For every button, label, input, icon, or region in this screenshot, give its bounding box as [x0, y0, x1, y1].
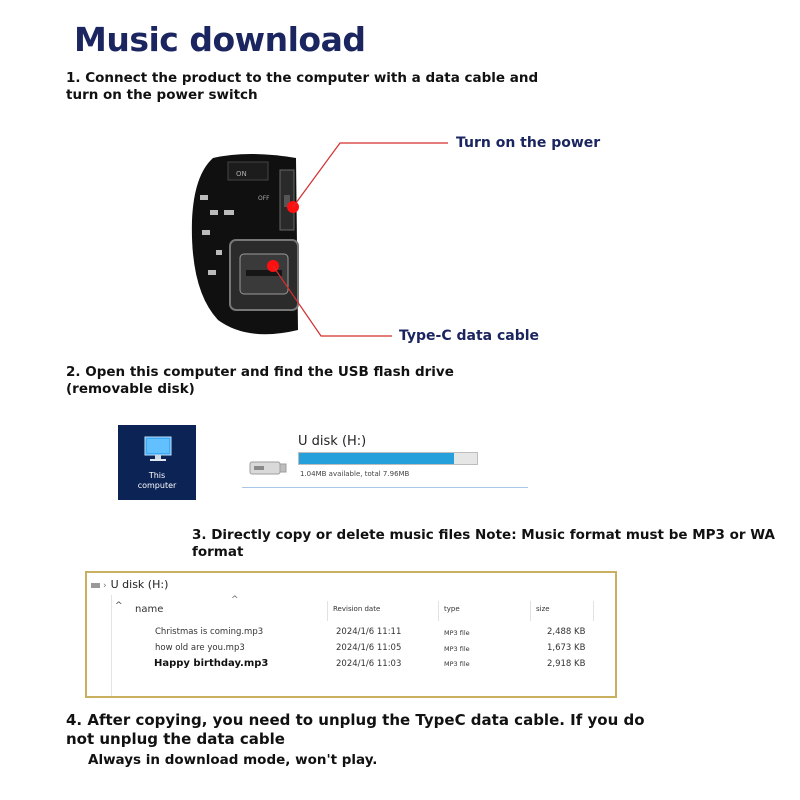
step-1-text: 1. Connect the product to the computer with a data cable and turn on the power switch [66, 70, 539, 103]
file-explorer-window [85, 571, 617, 698]
column-divider[interactable] [438, 601, 439, 621]
step-3-text: 3. Directly copy or delete music files Note: Music format must be MP3 or WA format [192, 527, 776, 560]
sort-caret-icon[interactable]: ^ [231, 595, 239, 605]
file-date: 2024/1/6 11:05 [336, 643, 402, 653]
file-size: 2,488 KB [547, 627, 586, 637]
usb-drive-entry[interactable] [242, 432, 528, 490]
chevron-right-icon[interactable]: › [103, 581, 107, 591]
power-callout-label: Turn on the power [456, 135, 601, 151]
file-size: 1,673 KB [547, 643, 586, 653]
file-date: 2024/1/6 11:03 [336, 659, 402, 669]
file-type: MP3 file [444, 660, 470, 668]
explorer-path[interactable]: U disk (H:) [110, 578, 169, 591]
file-type: MP3 file [444, 629, 470, 637]
svg-text:OFF: OFF [258, 195, 270, 202]
column-divider[interactable] [593, 601, 594, 621]
file-row[interactable] [87, 658, 617, 672]
step-2-text: 2. Open this computer and find the USB flash drive (removable disk) [66, 364, 454, 397]
file-type: MP3 file [444, 645, 470, 653]
drive-small-icon [91, 583, 100, 588]
column-divider[interactable] [327, 601, 328, 621]
svg-text:ON: ON [236, 170, 247, 178]
usb-drive-icon [248, 458, 288, 478]
usb-drive-name: U disk (H:) [298, 434, 367, 449]
this-computer-shortcut[interactable] [118, 425, 196, 500]
column-header-name[interactable]: name [135, 604, 164, 615]
scroll-up-icon[interactable]: ^ [115, 601, 123, 611]
file-name: Christmas is coming.mp3 [155, 627, 264, 637]
column-header-date[interactable]: Revision date [333, 605, 381, 613]
this-computer-label-line2: computer [137, 481, 177, 490]
step-4-text: 4. After copying, you need to unplug the TypeC data cable. If you do not unplug the data cable [66, 711, 645, 748]
monitor-icon [142, 434, 174, 466]
page-title: Music download [74, 20, 366, 59]
file-row[interactable] [87, 627, 617, 641]
usb-capacity-info: 1.04MB available, total 7.96MB [300, 470, 410, 478]
step-4-note: Always in download mode, won't play. [88, 752, 378, 768]
file-size: 2,918 KB [547, 659, 586, 669]
this-computer-label-line1: This [148, 471, 166, 480]
file-name: Happy birthday.mp3 [154, 658, 269, 669]
column-header-size[interactable]: size [536, 605, 550, 613]
usb-drive-underline [242, 487, 528, 488]
typec-callout-label: Type-C data cable [399, 328, 540, 344]
explorer-breadcrumb [91, 578, 168, 591]
usb-capacity-bar [298, 452, 478, 465]
file-name: how old are you.mp3 [155, 643, 245, 653]
column-header-type[interactable]: type [444, 605, 460, 613]
file-date: 2024/1/6 11:11 [336, 627, 402, 637]
file-row[interactable] [87, 643, 617, 657]
column-divider[interactable] [530, 601, 531, 621]
usb-capacity-fill [299, 453, 454, 464]
